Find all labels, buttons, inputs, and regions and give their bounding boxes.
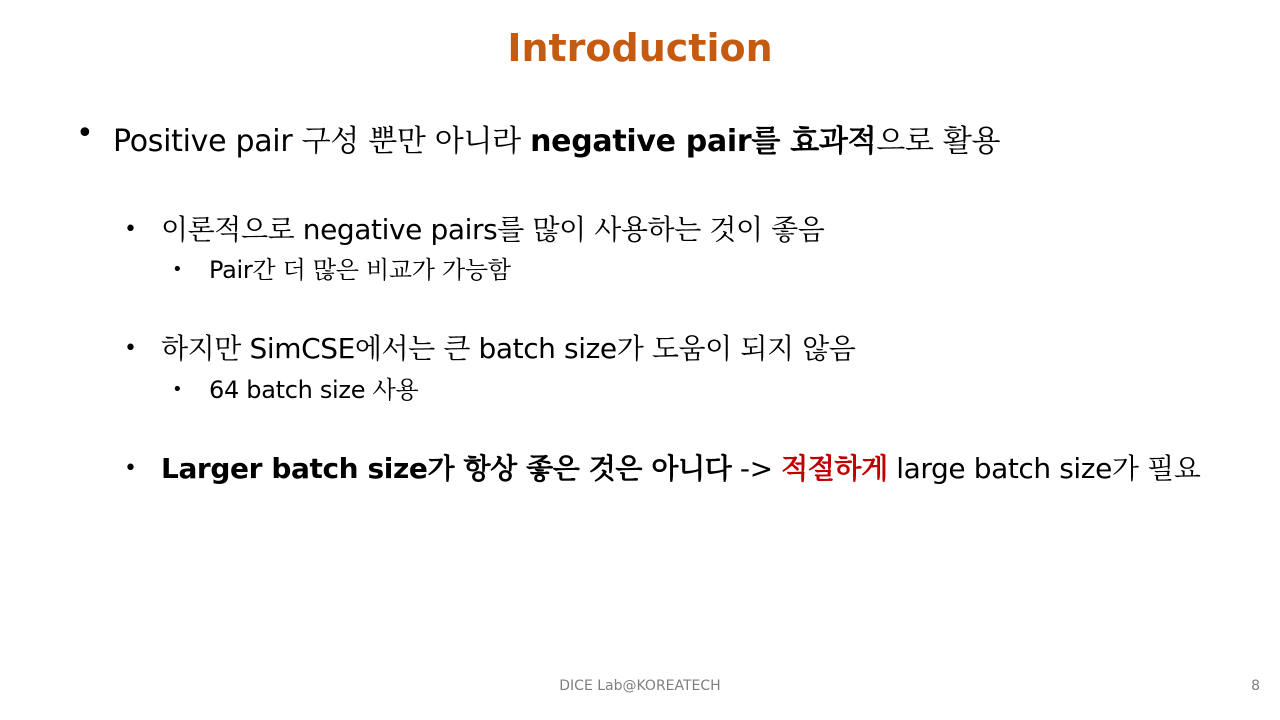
bullet-dot: •: [172, 259, 183, 280]
main-bullet-text: Positive pair 구성 뿐만 아니라 negative pair를 효과적으로 활용: [113, 124, 1001, 159]
emphasis-text: 적절하게: [781, 452, 888, 485]
bullet-dot: •: [124, 336, 137, 361]
sub-bullet-text: Larger batch size가 항상 좋은 것은 아니다 -> 적절하게 large batch size가 필요: [161, 452, 1201, 485]
footer-lab-name: DICE Lab@KOREATECH: [559, 678, 721, 694]
sub-bullet-text: 하지만 SimCSE에서는 큰 batch size가 도움이 되지 않음: [161, 332, 856, 365]
bullet-dot: •: [172, 379, 183, 400]
slide-title: Introduction: [507, 26, 773, 70]
bullet-dot: •: [76, 116, 94, 151]
page-number: 8: [1251, 678, 1260, 694]
sub-bullet-text: 이론적으로 negative pairs를 많이 사용하는 것이 좋음: [161, 213, 825, 246]
sub-sub-bullet-text: Pair간 더 많은 비교가 가능함: [209, 256, 511, 284]
bullet-dot: •: [124, 456, 137, 481]
bullet-dot: •: [124, 217, 137, 242]
sub-sub-bullet-text: 64 batch size 사용: [209, 376, 419, 404]
